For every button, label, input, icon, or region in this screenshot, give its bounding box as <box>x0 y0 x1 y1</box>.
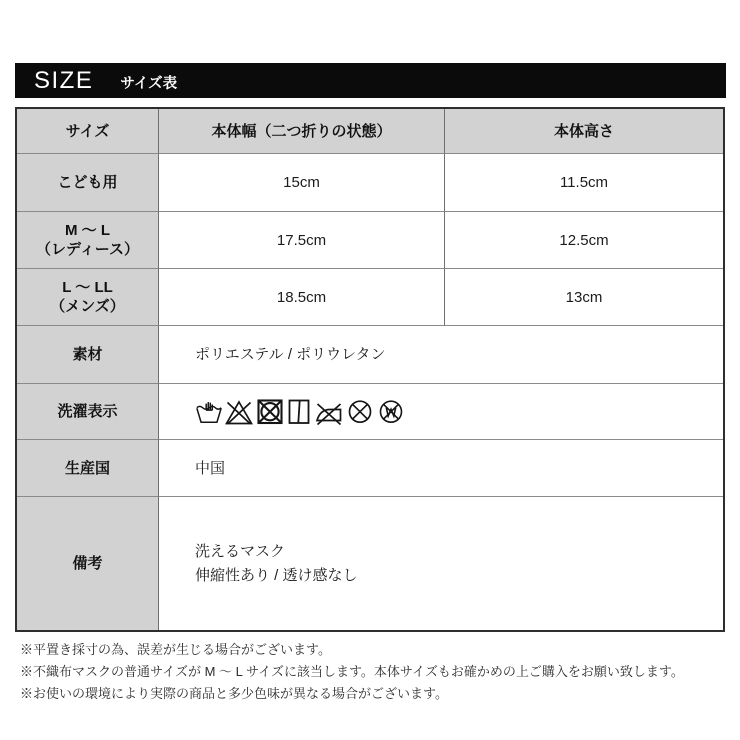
page-title: SIZE <box>34 66 94 94</box>
line-dry-icon <box>286 396 312 427</box>
column-header-size: サイズ <box>17 109 159 154</box>
care-symbols-cell <box>159 384 723 440</box>
row-label-kids: こども用 <box>17 154 159 212</box>
row-label-care: 洗濯表示 <box>17 384 159 440</box>
footnotes <box>20 639 684 705</box>
footnote-measurement: ※平置き採寸の為、誤差が生じる場合がございます。 <box>20 642 331 657</box>
column-header-body-width: 本体幅（二つ折りの状態） <box>159 109 445 154</box>
row-label-material: 素材 <box>17 326 159 384</box>
remarks-line-2: 伸縮性あり / 透け感なし <box>195 566 358 584</box>
do-not-tumble-dry-icon <box>255 396 285 427</box>
size-table <box>15 107 725 632</box>
kids-body-width: 15cm <box>159 154 445 212</box>
column-header-body-height: 本体高さ <box>445 109 723 154</box>
remarks-line-1: 洗えるマスク <box>195 542 286 560</box>
row-label-l-ll-note: （メンズ） <box>50 298 125 315</box>
row-label-l-ll-size: L 〜 LL <box>62 279 113 296</box>
hand-wash-icon <box>195 396 223 427</box>
l-ll-body-width: 18.5cm <box>159 269 445 326</box>
footnote-color-difference: ※お使いの環境により実際の商品と多少色味が異なる場合がございます。 <box>20 686 448 701</box>
m-l-body-width: 17.5cm <box>159 212 445 269</box>
m-l-body-height: 12.5cm <box>445 212 723 269</box>
do-not-dry-clean-icon <box>345 396 375 427</box>
row-label-country: 生産国 <box>17 440 159 497</box>
remarks-value <box>159 497 723 630</box>
material-value: ポリエステル / ポリウレタン <box>159 326 723 384</box>
page-subtitle: サイズ表 <box>120 75 178 92</box>
title-bar <box>15 63 726 98</box>
row-label-remarks: 備考 <box>17 497 159 630</box>
do-not-bleach-icon <box>224 396 254 427</box>
do-not-iron-icon <box>313 396 344 427</box>
laundry-care-icons <box>195 396 406 427</box>
country-value: 中国 <box>159 440 723 497</box>
l-ll-body-height: 13cm <box>445 269 723 326</box>
row-label-m-l-note: （レディース） <box>35 241 140 258</box>
row-label-m-l <box>17 212 159 269</box>
footnote-size-guide: ※不織布マスクの普通サイズが M 〜 L サイズに該当します。本体サイズもお確かめの上ご購入をお願い致します。 <box>20 664 684 679</box>
kids-body-height: 11.5cm <box>445 154 723 212</box>
row-label-m-l-size: M 〜 L <box>65 222 110 239</box>
do-not-wet-clean-icon <box>376 396 406 427</box>
row-label-l-ll <box>17 269 159 326</box>
